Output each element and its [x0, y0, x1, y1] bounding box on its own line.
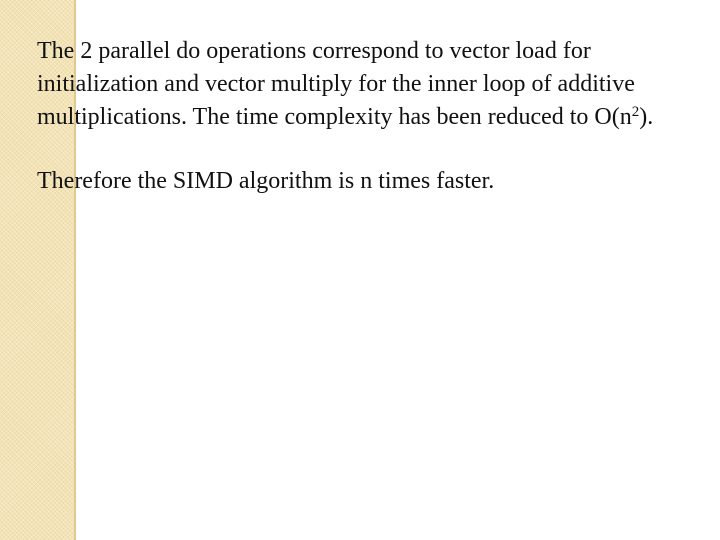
paragraph-conclusion: Therefore the SIMD algorithm is n times faster. [37, 168, 495, 194]
paragraph-complexity-text: The 2 parallel do operations correspond to vector load for initialization and vector multiply for the inner loop of additive multiplications. The time complexity has been reduced to O(n [37, 38, 635, 130]
paragraph-complexity-end: ). [639, 104, 654, 130]
slide-body [37, 35, 677, 198]
paragraph-complexity [37, 35, 677, 134]
exponent: 2 [631, 104, 640, 120]
